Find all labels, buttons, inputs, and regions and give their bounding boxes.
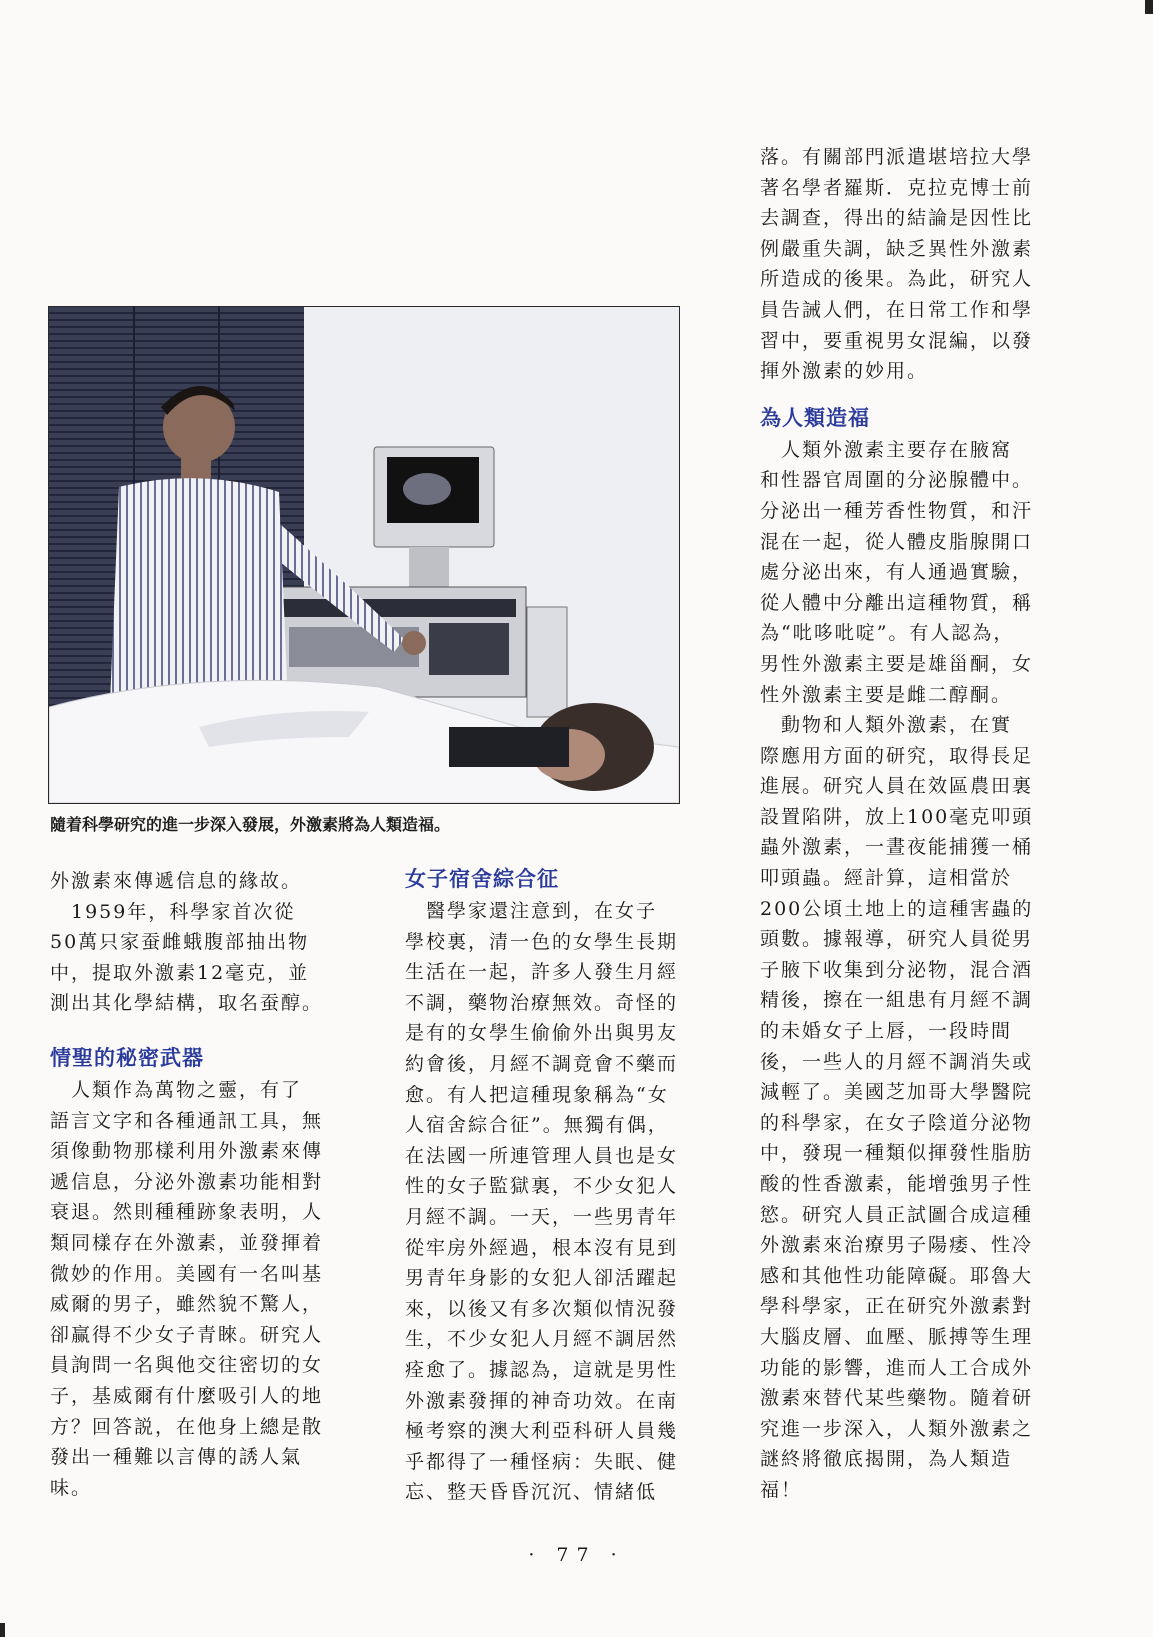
text-line: 分泌出一種芳香性物質，和汗 xyxy=(760,499,1034,522)
text-line: 著名學者羅斯．克拉克博士前 xyxy=(760,176,1034,199)
text-line: 處分泌出來，有人通過實驗， xyxy=(760,561,1034,584)
text-line: 測出其化學結構，取名蚕醇。 xyxy=(50,992,324,1015)
text-line: 學科學家，正在研究外激素對 xyxy=(760,1295,1034,1318)
text-line: 男性外激素主要是雄甾酮，女 xyxy=(760,652,1034,675)
text-line: 外激素來治療男子陽痿、性冷 xyxy=(760,1234,1034,1257)
text-line: 月經不調。一天，一些男青年 xyxy=(405,1205,679,1228)
text-line: 性外激素主要是雌二醇酮。 xyxy=(760,683,1013,706)
text-line: 男青年身影的女犯人卻活躍起 xyxy=(405,1267,679,1290)
text-line: 子腋下收集到分泌物，混合酒 xyxy=(760,958,1034,981)
text-line: 微妙的作用。美國有一名叫基 xyxy=(50,1262,324,1285)
text-line: 酸的性香激素，能增強男子性 xyxy=(760,1173,1034,1195)
middle-body-text xyxy=(405,896,680,1508)
text-line: 方？回答説，在他身上總是散 xyxy=(50,1415,324,1438)
text-line: 生，不少女犯人月經不調居然 xyxy=(405,1328,679,1351)
text-line: 外激素發揮的神奇功效。在南 xyxy=(405,1389,679,1412)
text-line: 大腦皮層、血壓、脈搏等生理 xyxy=(760,1325,1034,1348)
text-line: 感和其他性功能障礙。耶魯大 xyxy=(760,1264,1034,1287)
scan-edge-mark xyxy=(1145,0,1153,14)
text-line: 遞信息，分泌外激素功能相對 xyxy=(50,1170,324,1193)
text-line: 激素來替代某些藥物。隨着研 xyxy=(760,1387,1034,1410)
text-line: 威爾的男子，雖然貌不驚人， xyxy=(50,1293,324,1316)
text-line: 性的女子監獄裏，不少女犯人 xyxy=(405,1175,679,1198)
ultrasound-photo xyxy=(48,306,680,804)
text-line: 例嚴重失調，缺乏異性外激素 xyxy=(760,237,1034,260)
text-line: 中，提取外激素12毫克，並 xyxy=(50,961,310,984)
heading-human-benefit: 為人類造福 xyxy=(760,405,870,430)
text-line: 的科學家，在女子陰道分泌物 xyxy=(760,1111,1034,1134)
text-line: 慾。研究人員正試圖合成這種 xyxy=(760,1203,1034,1226)
text-line: 味。 xyxy=(50,1476,93,1499)
text-line: 從牢房外經過，根本沒有見到 xyxy=(405,1236,679,1259)
text-line: 員告誡人們，在日常工作和學 xyxy=(760,298,1034,321)
text-line: 忘、整天昏昏沉沉、情緒低 xyxy=(405,1481,658,1504)
text-line: 的未婚女子上唇，一段時間 xyxy=(760,1020,1013,1043)
text-line: 員詢問一名與他交往密切的女 xyxy=(50,1354,324,1377)
right-column xyxy=(760,142,1060,1506)
left-intro-paragraph xyxy=(50,866,325,1019)
text-line: 200公頃土地上的這種害蟲的 xyxy=(760,897,1034,920)
text-line: 福！ xyxy=(760,1478,803,1501)
text-line: 愈。有人把這種現象稱為“女 xyxy=(405,1083,669,1106)
text-line: 究進一步深入，人類外激素之 xyxy=(760,1417,1034,1440)
text-line: 際應用方面的研究，取得長足 xyxy=(760,744,1034,767)
text-line: 醫學家還注意到，在女子 xyxy=(405,900,658,922)
text-line: 1959年，科學家首次從 xyxy=(50,900,296,923)
text-line: 類同樣存在外激素，並發揮着 xyxy=(50,1231,324,1254)
text-line: 揮外激素的妙用。 xyxy=(760,360,929,383)
text-line: 動物和人類外激素，在實 xyxy=(760,714,1013,737)
text-line: 外激素來傳遞信息的緣故。 xyxy=(50,870,303,892)
text-line: 不調，藥物治療無效。奇怪的 xyxy=(405,991,679,1014)
text-line: 乎都得了一種怪病：失眠、健 xyxy=(405,1450,679,1473)
text-line: 減輕了。美國芝加哥大學醫院 xyxy=(760,1081,1034,1104)
text-line: 蟲外激素，一晝夜能捕獲一桶 xyxy=(760,836,1034,859)
text-line: 極考察的澳大利亞科研人員幾 xyxy=(405,1420,679,1443)
text-line: 為“吡哆吡啶”。有人認為， xyxy=(760,622,1015,645)
middle-column xyxy=(405,866,680,1508)
text-line: 習中，要重視男女混編，以發 xyxy=(760,329,1034,352)
text-line: 頭數。據報導，研究人員從男 xyxy=(760,928,1034,951)
photo-caption: 隨着科學研究的進一步深入發展，外激素將為人類造福。 xyxy=(50,815,451,834)
text-line: 人類作為萬物之靈，有了 xyxy=(50,1078,303,1101)
text-line: 在法國一所連管理人員也是女 xyxy=(405,1144,679,1167)
text-line: 語言文字和各種通訊工具，無 xyxy=(50,1109,324,1132)
text-line: 精後，擦在一組患有月經不調 xyxy=(760,989,1034,1012)
text-line: 人宿舍綜合征”。無獨有偶， xyxy=(405,1114,669,1137)
text-line: 進展。研究人員在效區農田裏 xyxy=(760,775,1034,798)
text-line: 子，基威爾有什麼吸引人的地 xyxy=(50,1384,324,1407)
text-line: 從人體中分離出這種物質，稱 xyxy=(760,591,1034,614)
left-column xyxy=(50,866,325,1503)
text-line: 痊愈了。據認為，這就是男性 xyxy=(405,1358,679,1381)
scan-edge-mark xyxy=(0,1623,5,1637)
heading-dorm-syndrome: 女子宿舍綜合征 xyxy=(405,867,559,891)
text-line: 學校裏，清一色的女學生長期 xyxy=(405,930,679,953)
right-body-text xyxy=(760,435,1060,1506)
text-line: 和性器官周圍的分泌腺體中。 xyxy=(760,469,1034,492)
text-line: 叩頭蟲。經計算，這相當於 xyxy=(760,867,1013,890)
text-line: 謎終將徹底揭開，為人類造 xyxy=(760,1448,1013,1471)
text-line: 卻赢得不少女子青睞。研究人 xyxy=(50,1323,324,1346)
text-line: 衰退。然則種種跡象表明，人 xyxy=(50,1201,324,1224)
text-line: 須像動物那樣利用外激素來傳 xyxy=(50,1140,324,1163)
text-line: 發出一種難以言傳的誘人氣 xyxy=(50,1446,303,1469)
text-line: 混在一起，從人體皮脂腺開口 xyxy=(760,530,1034,553)
right-intro-paragraph xyxy=(760,142,1060,387)
text-line: 生活在一起，許多人發生月經 xyxy=(405,961,679,984)
text-line: 後，一些人的月經不調消失或 xyxy=(760,1050,1034,1073)
text-line: 中，發現一種類似揮發性脂肪 xyxy=(760,1142,1034,1165)
heading-secret-weapon: 情聖的秘密武器 xyxy=(50,1045,204,1070)
text-line: 落。有關部門派遣堪培拉大學 xyxy=(760,146,1034,168)
text-line: 50萬只家蚕雌蛾腹部抽出物 xyxy=(50,931,310,954)
text-line: 人類外激素主要存在腋窩 xyxy=(760,438,1013,461)
text-line: 是有的女學生偷偷外出與男友 xyxy=(405,1022,679,1045)
left-body-text xyxy=(50,1075,325,1503)
text-line: 去調查，得出的結論是因性比 xyxy=(760,207,1034,230)
text-line: 約會後，月經不調竟會不藥而 xyxy=(405,1052,679,1075)
page-number: · 77 · xyxy=(528,1544,625,1566)
text-line: 功能的影響，進而人工合成外 xyxy=(760,1356,1034,1379)
text-line: 設置陷阱，放上100毫克叩頭 xyxy=(760,805,1034,828)
text-line: 所造成的後果。為此，研究人 xyxy=(760,268,1034,291)
text-line: 來，以後又有多次類似情況發 xyxy=(405,1297,679,1320)
